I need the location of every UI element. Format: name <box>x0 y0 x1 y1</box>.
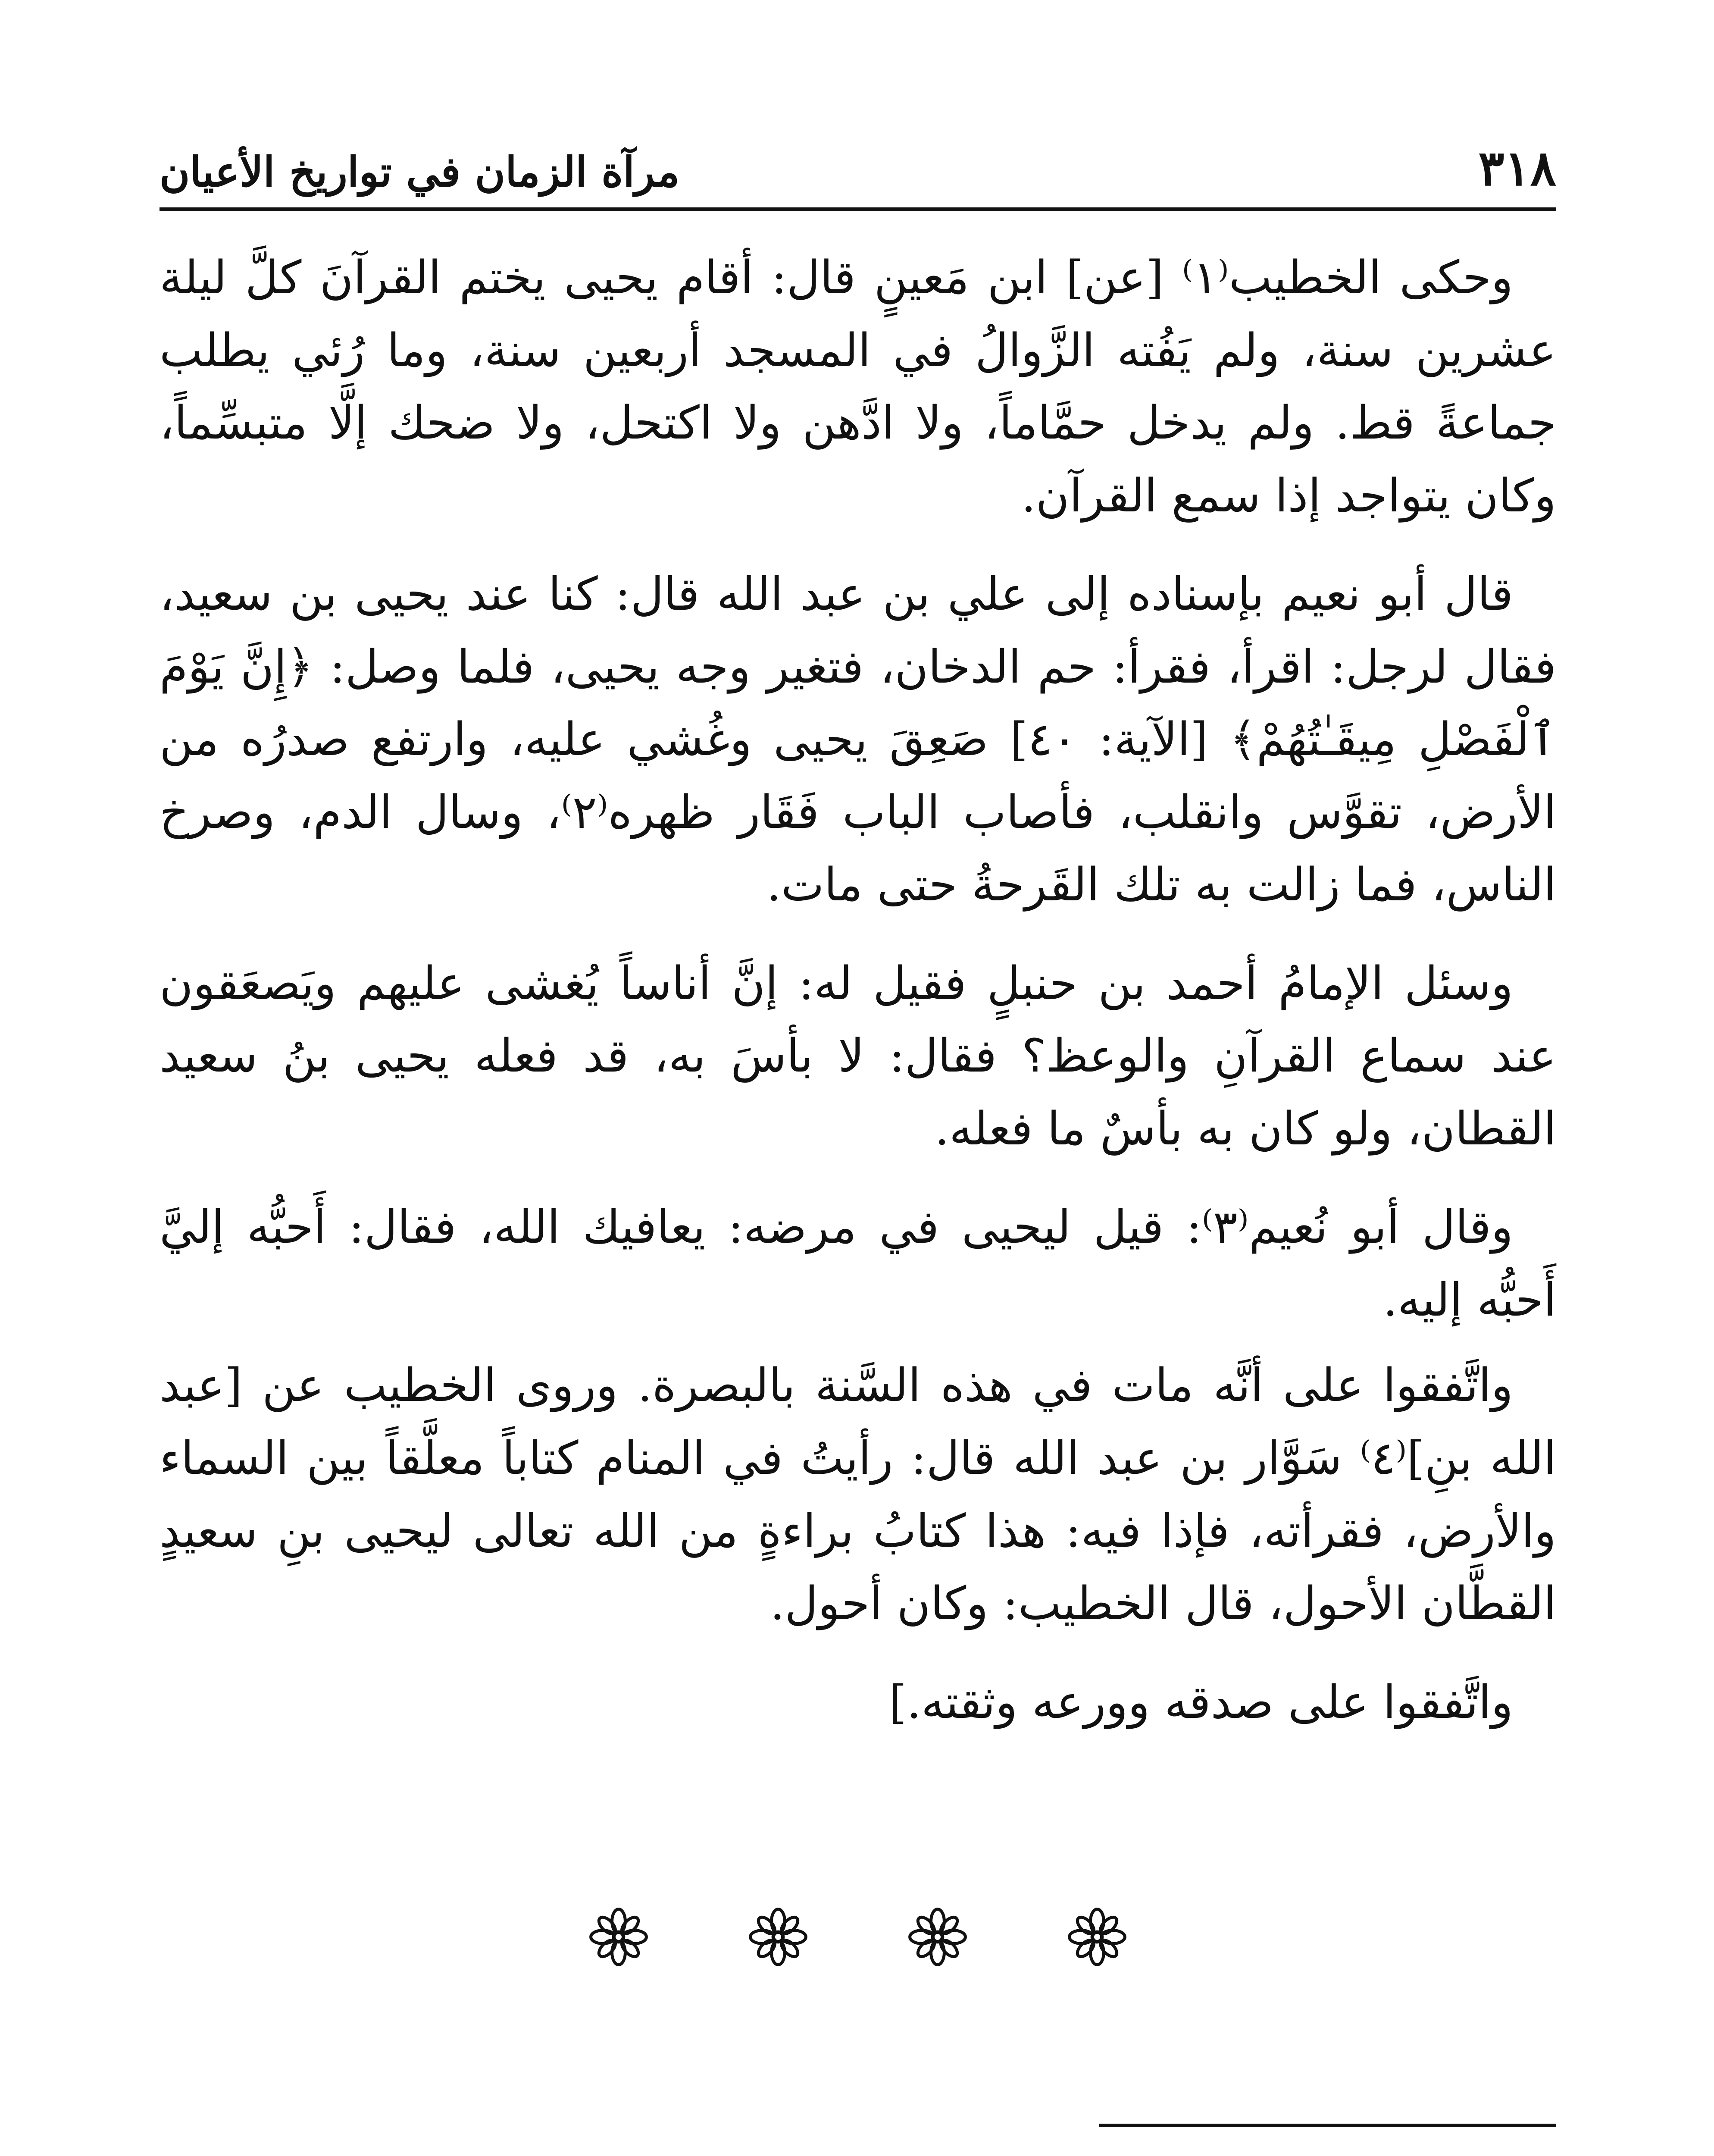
paragraph-abu-nuaym-report: قال أبو نعيم بإسناده إلى علي بن عبد الله قال: كنا عند يحيى بن سعيد، فقال لرجل: اقرأ، فقرأ: حم الدخان، فتغير وجه يحيى، فلما وصل: ﴿إِنَّ يَوْمَ ٱلْفَصْلِ مِيقَـٰتُهُمْ﴾ [الآية: ٤٠] صَعِقَ يحيى وغُشي عليه، وارتفع صدرُه من الأرض، تقوَّس وانقلب، فأصاب الباب فَقَار ظهره⁽٢⁾، وسال الدم، وصرخ الناس، فما زالت به تلك القَرحةُ حتى مات. <box>160 567 1556 912</box>
page-number: ٣١٨ <box>1478 140 1556 197</box>
main-text <box>160 241 1556 1739</box>
section-divider-ornaments <box>160 1907 1556 1976</box>
floral-ornament-icon <box>748 1907 808 1967</box>
paragraph-ahmad-ibn-hanbal: وسئل الإمامُ أحمد بن حنبلٍ فقيل له: إنَّ أناساً يُغشى عليهم ويَصعَقون عند سماع القرآنِ والوعظ؟ فقال: لا بأسَ به، قد فعله يحيى بنُ سعيد القطان، ولو كان به بأسٌ ما فعله. <box>160 956 1556 1155</box>
paragraph-closing: واتَّفقوا على صدقه وورعه وثقته.] <box>888 1675 1513 1729</box>
book-page <box>160 129 1556 2156</box>
paragraph-death-and-dream: واتَّفقوا على أنَّه مات في هذه السَّنة بالبصرة. وروى الخطيب عن [عبد الله بنِ]⁽٤⁾ سَوَّار بن عبد الله قال: رأيتُ في المنام كتاباً معلَّقاً بين السماء والأرض، فقرأته، فإذا فيه: هذا كتابُ براءةٍ من الله تعالى ليحيى بنِ سعيدٍ القطَّان الأحول، قال الخطيب: وكان أحول. <box>160 1359 1556 1630</box>
floral-ornament-icon <box>1067 1907 1127 1967</box>
floral-ornament-icon <box>588 1907 649 1967</box>
floral-ornament-icon <box>907 1907 968 1967</box>
paragraph-illness-saying: وقال أبو نُعيم⁽٣⁾: قيل ليحيى في مرضه: يعافيك الله، فقال: أَحبُّه إليَّ أَحبُّه إليه. <box>160 1200 1556 1326</box>
running-head <box>160 129 1556 211</box>
book-title: مرآة الزمان في تواريخ الأعيان <box>160 147 680 196</box>
paragraph-khatib-report: وحكى الخطيب⁽١⁾ [عن] ابن مَعينٍ قال: أقام يحيى يختم القرآنَ كلَّ ليلة عشرين سنة، ولم يَفُته الزَّوالُ في المسجد أربعين سنة، وما رُئي يطلب جماعةً قط. ولم يدخل حمَّاماً، ولا ادَّهن ولا اكتحل، ولا ضحك إلَّا متبسِّماً، وكان يتواجد إذا سمع القرآن. <box>160 251 1556 522</box>
footnote-separator <box>1099 2124 1556 2127</box>
